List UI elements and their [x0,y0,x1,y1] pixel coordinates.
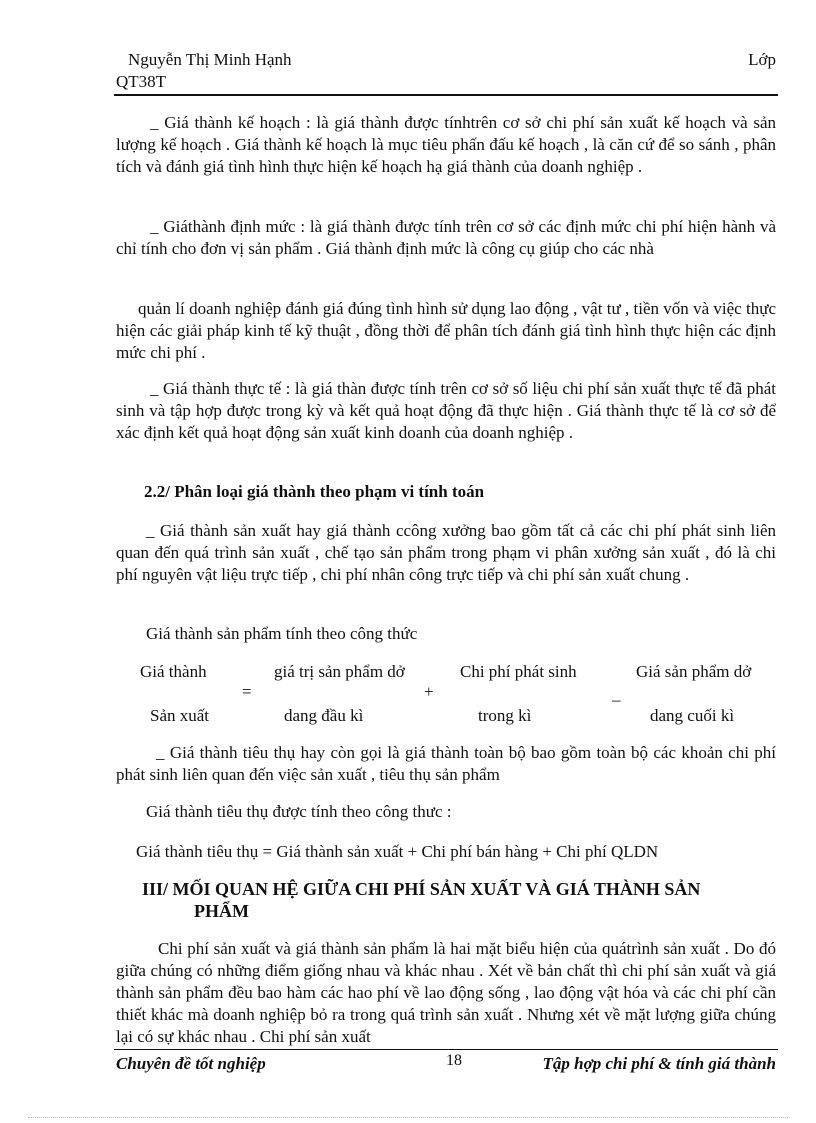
formula-term1-top: giá trị sản phẩm dở [274,662,405,681]
paragraph-relationship [116,938,776,1048]
paragraph-production-cost [116,520,776,586]
page-bottom-edge [28,1117,788,1118]
paragraph-text: Chi phí sản xuất và giá thành sản phẩm là hai mặt biểu hiện của quátrình sản xuất . Do đó giữa chúng có những điểm giống nhau và khác nhau . Xét về bản chất thì chi phí sản xuất và giá thành sản phẩm đều bao hàm các hao phí về lao động sống , lao động vật hóa và các chi phí cần thiết khác mà doanh nghiệp bỏ ra trong quá trình sản xuất . Nhưng xét về mặt lượng giữa chúng lại có sự khác nhau . Chi phí sản xuất [116,939,776,1046]
paragraph-text: _ Giá thành kế hoạch : là giá thành được tínhtrên cơ sở chi phí sản xuất kế hoạch và sản lượng kế hoạch . Giá thành kế hoạch là mục tiêu phấn đấu kế hoạch , là căn cứ để so sánh , phân tích và đánh giá tình hình thực hiện kế hoạch hạ giá thành của doanh nghiệp . [116,113,776,176]
paragraph-actual-cost [116,378,776,444]
formula-term3-top: Giá sản phẩm dở [636,662,752,681]
formula-term2-bottom: trong kì [478,706,532,725]
header-divider [114,94,778,96]
paragraph-text: _ Giáthành định mức : là giá thành được tính trên cơ sở các định mức chi phí hiện hành và chỉ tính cho đơn vị sản phẩm . Giá thành định mức là công cụ giúp cho các nhà [116,217,776,258]
formula-intro: Giá thành sản phẩm tính theo công thức [146,624,418,643]
formula-term3-bottom: dang cuối kì [650,706,735,725]
formula-term2-top: Chi phí phát sinh [460,662,577,681]
paragraph-text: _ Giá thành thực tế : là giá thàn được tính trên cơ sở số liệu chi phí sản xuất thực tế đã phát sinh và tập hợp được trong kỳ và kết quả hoạt động đã thực hiện . Giá thành thực tế là cơ sở để xác định kết quả hoạt động sản xuất kinh doanh của doanh nghiệp . [116,379,776,442]
page-number: 18 [446,1052,462,1069]
paragraph-text: quản lí doanh nghiệp đánh giá đúng tình hình sử dụng lao động , vật tư , tiền vốn và việc thực hiện các giải pháp kinh tế kỹ thuật , đồng thời để phân tích đánh giá tình hình thực hiện các định mức chi phí . [116,299,776,362]
formula-term1-bottom: dang đầu kì [284,706,364,725]
consumption-formula-intro: Giá thành tiêu thụ được tính theo công thưc : [146,802,452,821]
header-class-code: QT38T [116,72,167,91]
paragraph-planned-cost [116,112,776,178]
header-author: Nguyễn Thị Minh Hạnh [128,50,292,69]
consumption-formula: Giá thành tiêu thụ = Giá thành sản xuất + Chi phí bán hàng + Chi phí QLDN [136,842,659,861]
section-3-title [142,878,782,922]
formula-lhs-top: Giá thành [140,662,207,681]
section-3-title-line2: PHẨM [194,901,249,921]
paragraph-norm-cost [116,216,776,260]
paragraph-text: _ Giá thành tiêu thụ hay còn gọi là giá thành toàn bộ bao gồm toàn bộ các khoản chi phí phát sinh liên quan đến việc sản xuất , tiêu thụ sản phẩm [116,743,776,784]
paragraph-text: _ Giá thành sản xuất hay giá thành ccông xưởng bao gồm tất cả các chi phí phát sinh liên quan đến quá trình sản xuất , chế tạo sản phẩm trong phạm vi phân xưởng sản xuất , đó là chi phí nguyên vật liệu trực tiếp , chi phí nhân công trực tiếp và chi phí sản xuất chung . [116,521,776,584]
formula-lhs-bottom: Sản xuất [150,706,210,725]
section-3-title-line1: III/ MỐI QUAN HỆ GIỮA CHI PHÍ SẢN XUẤT VÀ GIÁ THÀNH SẢN [142,879,701,899]
header-class-label: Lớp [748,50,776,69]
footer-thesis-label: Chuyên đề tốt nghiệp [116,1054,266,1073]
paragraph-consumption-cost [116,742,776,786]
paragraph-norm-cost-continued [116,298,776,364]
footer-topic-label: Tập hợp chi phí & tính giá thành [542,1054,776,1073]
formula-plus: + [424,682,434,701]
formula-minus: – [612,690,621,709]
formula-equals: = [242,682,252,701]
footer-divider [114,1049,778,1050]
section-2-2-title: 2.2/ Phân loại giá thành theo phạm vi tính toán [144,482,485,501]
